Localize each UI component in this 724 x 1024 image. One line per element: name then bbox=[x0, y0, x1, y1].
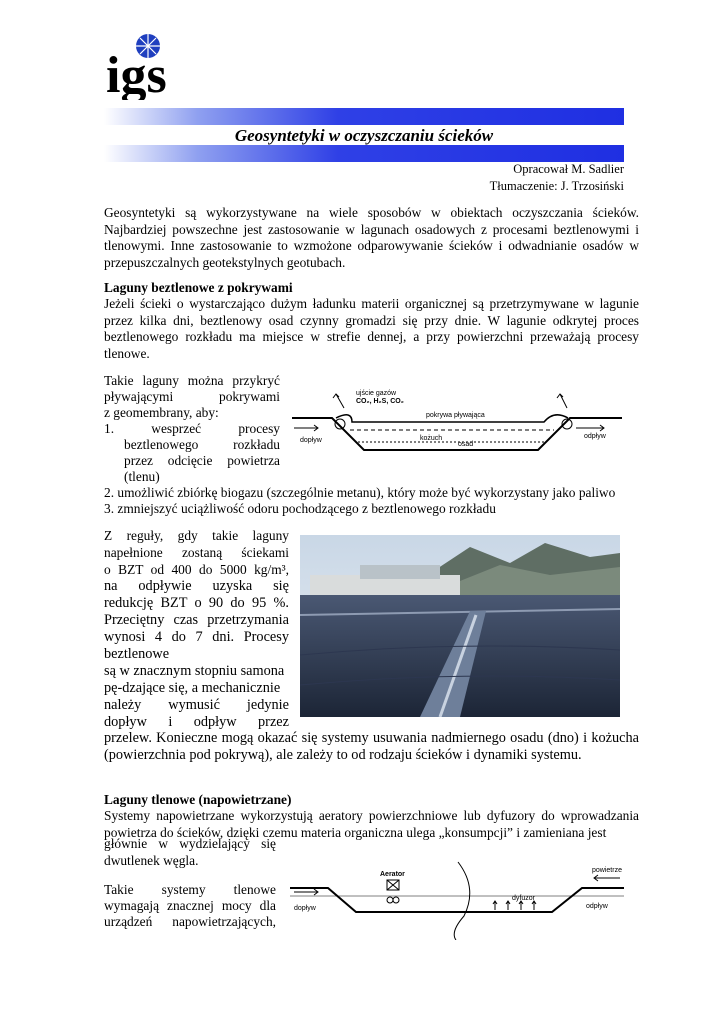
gas-arrow-right bbox=[560, 394, 567, 408]
bzt-tail: przelew. Konieczne mogą okazać się systemy usuwania nadmiernego osadu (dno) i kożucha (powierzchnia pod pokrywą), ale zależy to od rodzaju ścieków i dynamiki systemu. bbox=[104, 730, 639, 763]
outflow-label: odpływ bbox=[584, 433, 606, 440]
section2-text: Systemy napowietrzane wykorzystują aeratory powierzchniowe lub dyfuzory do wprowadzania powietrza do ścieków, dzięki czemu materia organiczna ulega „konsumpcji” i zamieniana jest bbox=[104, 808, 639, 840]
bzt-line-5: redukcję BZT o 90 do 95 %. bbox=[104, 595, 289, 611]
gas-label-2: CO₂, H₂S, CO₂ bbox=[356, 398, 404, 405]
section2-tail-3: urządzeń napowietrzających, bbox=[104, 914, 276, 929]
air-label: powietrze bbox=[592, 867, 622, 874]
bzt-line-11: należy wymusić jedynie bbox=[104, 697, 289, 713]
logo-graphic bbox=[104, 30, 194, 100]
bzt-line-3: o BZT od 400 do 5000 kg/m³, bbox=[104, 562, 289, 577]
bzt-line-9: są w znacznym stopniu samona bbox=[104, 663, 285, 679]
section2-line-4: dwutlenek węgla. bbox=[104, 853, 199, 868]
aerated-inflow-label: dopływ bbox=[294, 905, 316, 912]
scum-label: kożuch bbox=[420, 435, 443, 442]
list-item-2: 2. umożliwić zbiórkę biogazu (szczególnie metanu), który może być wykorzystany jako paliwo bbox=[104, 485, 616, 500]
section2-heading: Laguny tlenowe (napowietrzane) bbox=[104, 792, 292, 807]
covered-lagoon-diagram bbox=[292, 380, 622, 480]
credits bbox=[490, 161, 624, 195]
bzt-line-6: Przeciętny czas przetrzymania bbox=[104, 612, 289, 628]
intro-paragraph: Geosyntetyki są wykorzystywane na wiele sposobów w obiektach oczyszczania ścieków. Najbardziej powszechne jest zastosowanie w lagunach osadowych z procesami beztlenowymi i tlenowymi. Inne zastosowanie to wzmożone odparowywanie ścieków i odwadnianie osadów w przepuszczalnych geotekstylnych geotubach. bbox=[104, 205, 639, 270]
gas-arrow-left bbox=[336, 394, 344, 408]
gas-label-1: ujście gazów bbox=[356, 390, 397, 397]
logo-text: igs bbox=[106, 47, 167, 100]
list-item-1-line-1: 1. wesprzeć procesy bbox=[104, 421, 280, 436]
aerator-label: Aerator bbox=[380, 871, 405, 878]
aerated-bank bbox=[290, 888, 624, 912]
cover-label: pokrywa pływająca bbox=[426, 412, 485, 419]
section2-tail-2: wymagają znacznej mocy dla bbox=[104, 898, 276, 913]
lagoon-bank bbox=[292, 418, 622, 450]
list-item-1-line-3: przez odcięcie powietrza bbox=[124, 453, 280, 468]
diffuser-label: dyfuzor bbox=[512, 895, 535, 902]
bzt-line-12: dopływ i odpływ przez bbox=[104, 714, 289, 730]
bzt-line-8: beztlenowe bbox=[104, 646, 170, 662]
header-bar-top bbox=[104, 108, 624, 125]
cover-line-3: z geomembrany, aby: bbox=[104, 405, 219, 420]
inflow-label: dopływ bbox=[300, 437, 322, 444]
list-item-1-line-4: (tlenu) bbox=[124, 469, 160, 484]
aerated-outflow-label: odpływ bbox=[586, 903, 608, 910]
bzt-line-2: napełnione zostaną ściekami bbox=[104, 545, 289, 560]
bzt-line-1: Z reguły, gdy takie laguny bbox=[104, 528, 289, 543]
section1-heading: Laguny beztlenowe z pokrywami bbox=[104, 280, 293, 295]
section2-tail-1: Takie systemy tlenowe bbox=[104, 882, 276, 897]
bzt-line-10: pę-dzające się, a mechanicznie bbox=[104, 680, 281, 696]
list-item-1-line-2: beztlenowego rozkładu bbox=[124, 437, 280, 452]
translator: Tłumaczenie: J. Trzosiński bbox=[489, 179, 624, 193]
bzt-line-4: na odpływie uzyska się bbox=[104, 578, 289, 594]
author: Opracował M. Sadlier bbox=[513, 162, 624, 176]
bzt-line-7: wynosi 4 do 7 dni. Procesy bbox=[104, 629, 289, 645]
list-item-3: 3. zmniejszyć uciążliwość odoru pochodzącego z beztlenowego rozkładu bbox=[104, 501, 496, 516]
aerated-lagoon-diagram bbox=[290, 860, 624, 940]
cover-line-2: pływającymi pokrywami bbox=[104, 389, 280, 404]
page-title: Geosyntetyki w oczyszczaniu ścieków bbox=[234, 126, 494, 145]
lagoon-photo bbox=[300, 535, 620, 717]
sludge-label: osad bbox=[458, 441, 474, 448]
cover-line-1: Takie laguny można przykryć bbox=[104, 373, 280, 388]
header-bar-bottom bbox=[104, 145, 624, 162]
igs-logo bbox=[104, 30, 194, 100]
section1-text: Jeżeli ścieki o wystarczająco dużym ładunku materii organicznej są przetrzymywane w lagunie przez kilka dni, beztlenowy osad czynny gromadzi się przy dnie. W lagunie odkrytej proces beztlenowego rozkładu ma miejsce w strefie dennej, a przy powierzchni przeważają procesy tlenowe. bbox=[104, 296, 639, 361]
section2-line-3: głównie w wydzielający się bbox=[104, 836, 276, 851]
